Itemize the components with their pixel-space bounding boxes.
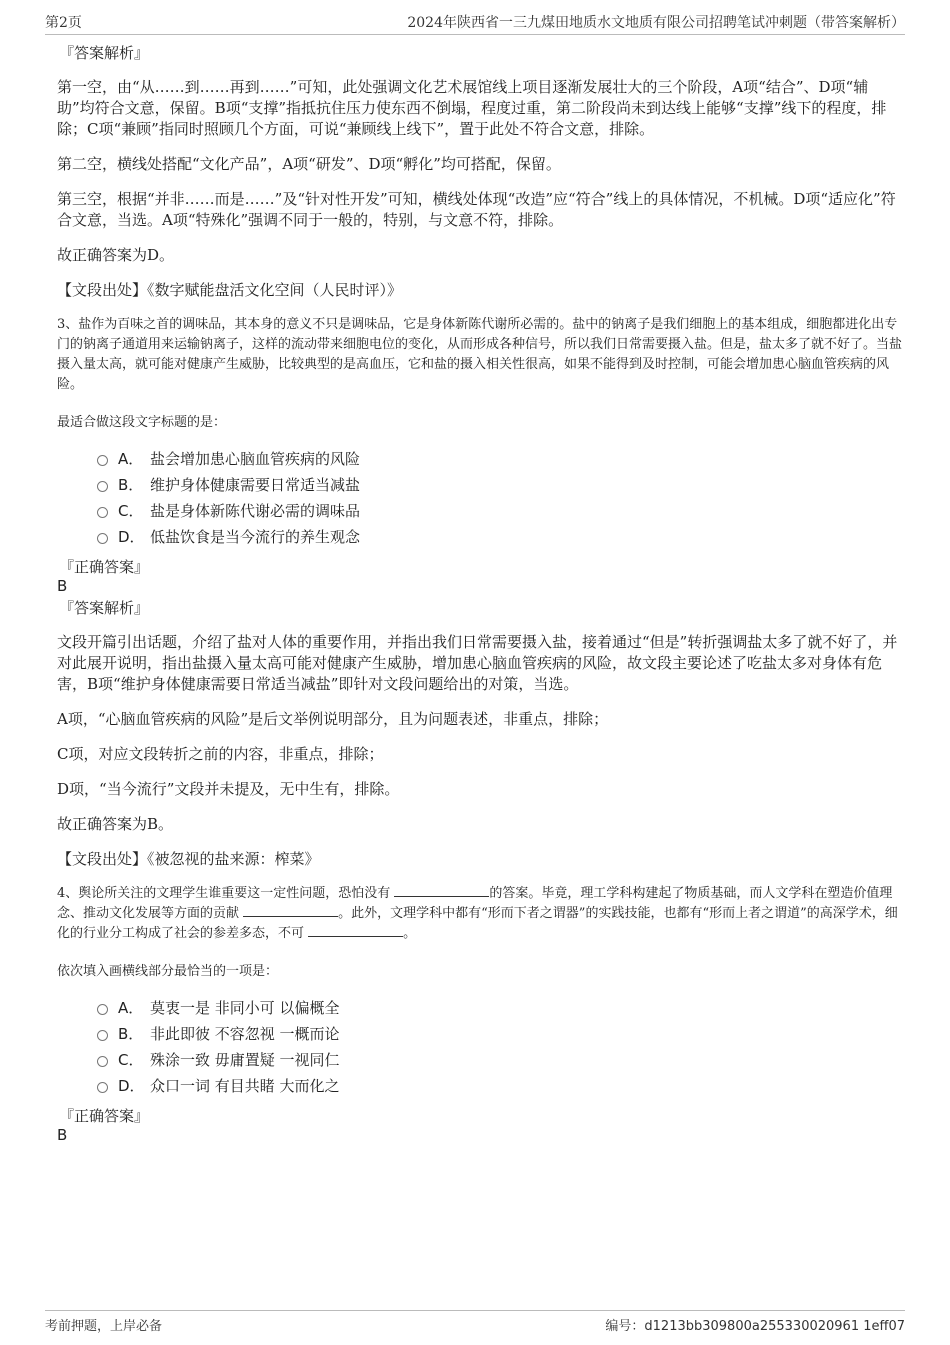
analysis-label: 『答案解析』 [59, 599, 150, 617]
analysis-conclusion: 故正确答案为D。 [57, 246, 175, 264]
page-footer [45, 1310, 905, 1339]
radio-icon[interactable] [97, 455, 108, 466]
option-d[interactable]: D． 众口一词 有目共睹 大而化之 [97, 1072, 905, 1098]
page-number: 第2页 [45, 15, 82, 31]
radio-icon[interactable] [97, 1030, 108, 1041]
document-id: 编号：d1213bb309800a255330020961 1eff07 [605, 1319, 905, 1334]
analysis-conclusion: 故正确答案为B。 [57, 815, 174, 833]
analysis-paragraph: 第二空，横线处搭配“文化产品”，A项“研发”、D项“孵化”均可搭配，保留。 [57, 155, 561, 173]
question-text: 3、盐作为百味之首的调味品，其本身的意义不只是调味品，它是身体新陈代谢所必需的。盐中的钠离子是我们细胞上的基本组成，细胞都进化出专门的钠离子通道用来运输钠离子，这样的流动带来细胞电位的变化，从而形成各种信号，所以我们日常需要摄入盐。但是，盐太多了就不好了。当盐摄入量太高，就可能对健康产生威胁，比较典型的是高血压，它和盐的摄入相关性很高，如果不能得到及时控制，可能会增加患心脑血管疾病的风险。 [57, 317, 903, 392]
radio-icon[interactable] [97, 1004, 108, 1015]
fill-blank [308, 924, 403, 937]
radio-icon[interactable] [97, 533, 108, 544]
option-a[interactable]: A． 盐会增加患心脑血管疾病的风险 [97, 445, 905, 471]
question-4 [57, 884, 905, 1145]
answer-value: B [57, 1126, 68, 1144]
option-d[interactable]: D． 低盐饮食是当今流行的养生观念 [97, 523, 905, 549]
document-title: 2024年陕西省一三九煤田地质水文地质有限公司招聘笔试冲刺题（带答案解析） [407, 15, 905, 31]
analysis-paragraph: 第三空，根据“并非……而是……”及“针对性开发”可知，横线处体现“改造”应“符合”线上的具体情况，不机械。D项“适应化”符合文意，当选。A项“特殊化”强调不同于一般的，特别，与文意不符，排除。 [57, 190, 896, 229]
question-text: 4、舆论所关注的文理学生谁重要这一定性问题，恐怕没有 的答案。毕竟，理工学科构建起了物质基础，而人文学科在塑造价值理念、推动文化发展等方面的贡献 。此外，文理学科中都有“形而下者之谓器”的实践技能，也都有“形而上者之谓道”的高深学术，细化的行业分工构成了社会的参差多态，不可 。 [57, 886, 898, 941]
source-citation: 【文段出处】《数字赋能盘活文化空间（人民时评）》 [57, 281, 403, 299]
radio-icon[interactable] [97, 507, 108, 518]
analysis-paragraph: 第一空，由“从……到……再到……”可知，此处强调文化艺术展馆线上项目逐渐发展壮大的三个阶段，A项“结合”、D项“辅助”均符合文意，保留。B项“支撑”指抵抗住压力使东西不倒塌，程度过重，第二阶段尚未到达线上能够“支撑”线下的程度，排除；C项“兼顾”指同时照顾几个方面，可说“兼顾线上线下”，置于此处不符合文意，排除。 [57, 78, 887, 138]
option-list [97, 445, 905, 549]
question-3 [57, 315, 905, 870]
source-citation: 【文段出处】《被忽视的盐来源：榨菜》 [57, 850, 320, 868]
fill-blank [394, 884, 489, 897]
main-content [57, 43, 905, 1145]
question-prompt: 依次填入画横线部分最恰当的一项是： [57, 964, 279, 979]
radio-icon[interactable] [97, 1082, 108, 1093]
answer-label: 『正确答案』 [59, 558, 150, 576]
analysis-paragraph: A项，“心脑血管疾病的风险”是后文举例说明部分，且为问题表述，非重点，排除； [57, 710, 609, 728]
page-header [45, 12, 905, 35]
option-list [97, 994, 905, 1098]
answer-label: 『正确答案』 [59, 1107, 150, 1125]
option-c[interactable]: C． 盐是身体新陈代谢必需的调味品 [97, 497, 905, 523]
option-b[interactable]: B． 维护身体健康需要日常适当减盐 [97, 471, 905, 497]
option-b[interactable]: B． 非此即彼 不容忽视 一概而论 [97, 1020, 905, 1046]
radio-icon[interactable] [97, 1056, 108, 1067]
analysis-paragraph: 文段开篇引出话题，介绍了盐对人体的重要作用，并指出我们日常需要摄入盐，接着通过“但是”转折强调盐太多了就不好了，并对此展开说明，指出盐摄入量太高可能对健康产生威胁，增加患心脑血管疾病的风险，故文段主要论述了吃盐太多对身体有危害，B项“维护身体健康需要日常适当减盐”即针对文段问题给出的对策，当选。 [57, 633, 898, 693]
analysis-paragraph: D项，“当今流行”文段并未提及，无中生有，排除。 [57, 780, 400, 798]
analysis-label: 『答案解析』 [59, 44, 150, 62]
footer-slogan: 考前押题，上岸必备 [45, 1319, 163, 1334]
answer-value: B [57, 577, 68, 595]
radio-icon[interactable] [97, 481, 108, 492]
option-a[interactable]: A． 莫衷一是 非同小可 以偏概全 [97, 994, 905, 1020]
analysis-paragraph: C项，对应文段转折之前的内容，非重点，排除； [57, 745, 384, 763]
question-prompt: 最适合做这段文字标题的是： [57, 415, 227, 430]
q2-analysis [57, 43, 905, 301]
option-c[interactable]: C． 殊涂一致 毋庸置疑 一视同仁 [97, 1046, 905, 1072]
fill-blank [243, 904, 338, 917]
